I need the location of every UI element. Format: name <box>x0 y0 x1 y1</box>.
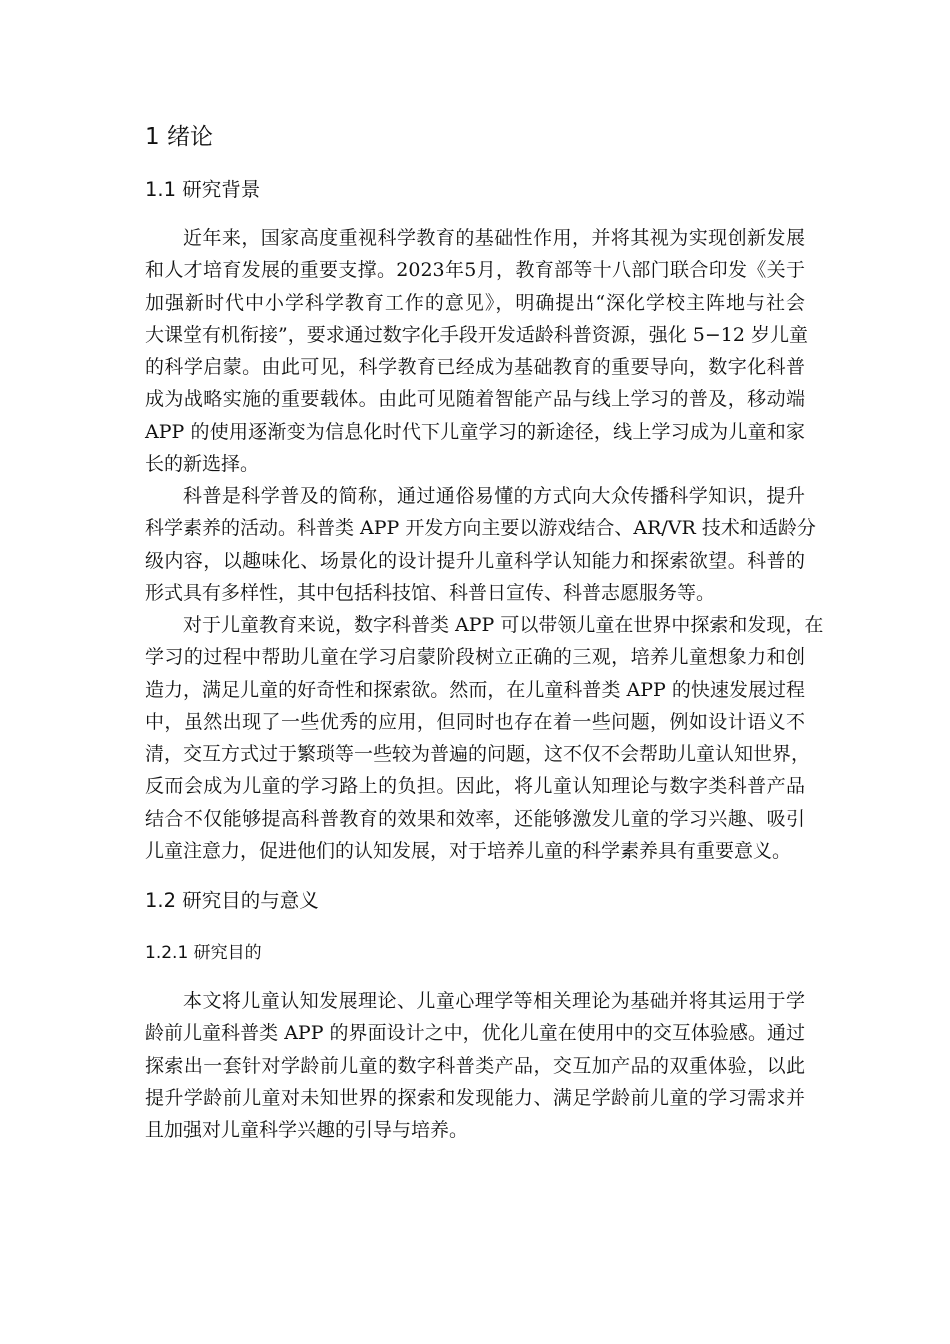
paragraph-background-2 <box>145 480 816 609</box>
text-line: 长的新选择。 <box>145 453 260 476</box>
text-line: 级内容，以趣味化、场景化的设计提升儿童科学认知能力和探索欲望。科普的 <box>145 549 805 572</box>
text-line: 本文将儿童认知发展理论、儿童心理学等相关理论为基础并将其运用于学 <box>183 990 805 1012</box>
text-line: 科学素养的活动。科普类 APP 开发方向主要以游戏结合、AR/VR 技术和适龄分 <box>145 517 816 540</box>
text-line: 学习的过程中帮助儿童在学习启蒙阶段树立正确的三观，培养儿童想象力和创 <box>145 646 805 669</box>
section-heading-1-2: 1.2 研究目的与意义 <box>145 889 319 912</box>
text-line: 科普是科学普及的简称，通过通俗易懂的方式向大众传播科学知识，提升 <box>183 485 805 507</box>
text-line: 的科学启蒙。由此可见，科学教育已经成为基础教育的重要导向，数字化科普 <box>145 356 805 379</box>
text-line: 形式具有多样性，其中包括科技馆、科普日宣传、科普志愿服务等。 <box>145 581 716 604</box>
text-line: 反而会成为儿童的学习路上的负担。因此，将儿童认知理论与数字类科普产品 <box>145 775 805 798</box>
text-line: 探索出一套针对学龄前儿童的数字科普类产品，交互加产品的双重体验，以此 <box>145 1054 805 1077</box>
subsection-heading-1-2-1: 1.2.1 研究目的 <box>145 943 262 963</box>
text-line: 中，虽然出现了一些优秀的应用，但同时也存在着一些问题，例如设计语义不 <box>145 710 805 733</box>
text-line: 且加强对儿童科学兴趣的引导与培养。 <box>145 1119 469 1142</box>
text-line: 成为战略实施的重要载体。由此可见随着智能产品与线上学习的普及，移动端 <box>145 388 805 411</box>
text-line: 大课堂有机衔接”，要求通过数字化手段开发适龄科普资源，强化 5−12 岁儿童 <box>145 323 808 346</box>
text-line: 龄前儿童科普类 APP 的界面设计之中，优化儿童在使用中的交互体验感。通过 <box>145 1022 805 1045</box>
section-heading-1-1: 1.1 研究背景 <box>145 178 261 201</box>
text-line: 近年来，国家高度重视科学教育的基础性作用，并将其视为实现创新发展 <box>183 227 805 249</box>
text-line: 提升学龄前儿童对未知世界的探索和发现能力、满足学龄前儿童的学习需求并 <box>145 1086 805 1109</box>
text-line: APP 的使用逐渐变为信息化时代下儿童学习的新途径，线上学习成为儿童和家 <box>145 420 805 443</box>
chapter-heading: 1 绪论 <box>145 124 213 150</box>
text-line: 对于儿童教育来说，数字科普类 APP 可以带领儿童在世界中探索和发现，在 <box>183 614 824 636</box>
paragraph-background-3 <box>145 609 824 867</box>
text-line: 结合不仅能够提高科普教育的效果和效率，还能够激发儿童的学习兴趣、吸引 <box>145 807 805 830</box>
text-line: 加强新时代中小学科学教育工作的意见》，明确提出“深化学校主阵地与社会 <box>145 291 805 314</box>
text-line: 清，交互方式过于繁琐等一些较为普遍的问题，这不仅不会帮助儿童认知世界， <box>145 743 811 766</box>
text-line: 和人才培育发展的重要支撑。2023年5月，教育部等十八部门联合印发《关于 <box>145 259 805 282</box>
text-line: 儿童注意力，促进他们的认知发展，对于培养儿童的科学素养具有重要意义。 <box>145 840 792 863</box>
paragraph-purpose <box>145 985 805 1146</box>
paragraph-background-1 <box>145 222 808 480</box>
text-line: 造力，满足儿童的好奇性和探索欲。然而，在儿童科普类 APP 的快速发展过程 <box>145 678 805 701</box>
